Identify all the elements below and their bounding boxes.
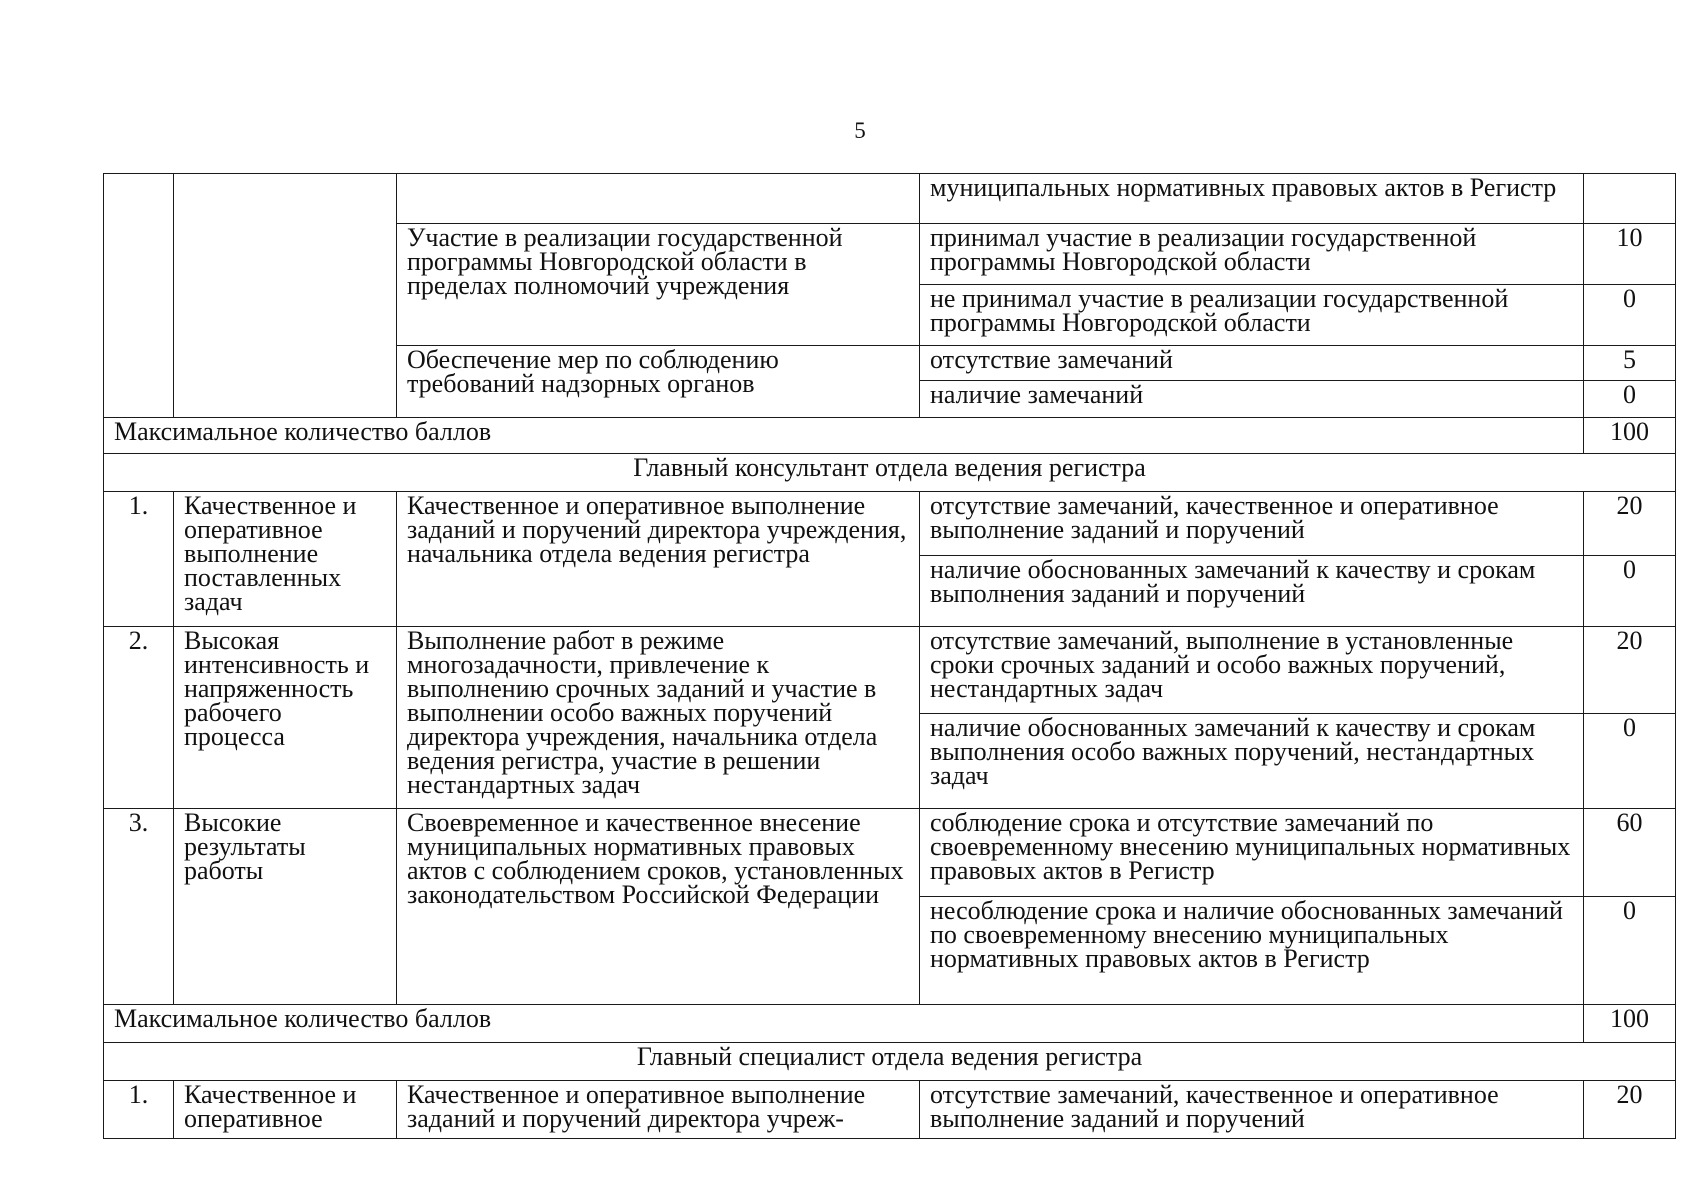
indicator-cell [397,174,920,224]
num-cell: 2. [104,627,174,809]
section-header-row [104,454,1676,492]
indicator-cell: Участие в реализации государственной программы Новгородской области в пределах полномочий учреждения [397,224,920,346]
points-cell: 20 [1584,492,1676,556]
condition-cell: отсутствие замечаний, выполнение в установленные сроки срочных заданий и особо важных поручений, нестандартных задач [920,627,1584,714]
criterion-cell: Высокие результаты работы [174,809,397,1005]
total-value: 100 [1584,1005,1676,1043]
condition-cell: отсутствие замечаний, качественное и оперативное выполнение заданий и поручений [920,492,1584,556]
points-cell: 5 [1584,346,1676,381]
table-row [104,492,1676,556]
scoring-table [103,173,1676,1139]
num-cell: 1. [104,1081,174,1139]
points-cell: 0 [1584,381,1676,418]
table-row [104,174,1676,224]
section-header-row [104,1043,1676,1081]
criterion-cell: Высокая интенсивность и напряженность рабочего процесса [174,627,397,809]
points-cell: 20 [1584,627,1676,714]
condition-cell: отсутствие замечаний [920,346,1584,381]
points-cell: 20 [1584,1081,1676,1139]
table-row [104,809,1676,897]
condition-cell: муниципальных нормативных правовых актов в Регистр [920,174,1584,224]
total-row [104,1005,1676,1043]
condition-cell: наличие замечаний [920,381,1584,418]
condition-cell: наличие обоснованных замечаний к качеству и срокам выполнения особо важных поручений, нестандартных задач [920,714,1584,809]
indicator-cell: Качественное и оперативное выполнение заданий и поручений директора учреж- [397,1081,920,1139]
num-cell [104,174,174,418]
condition-cell: не принимал участие в реализации государственной программы Новгородской области [920,285,1584,346]
points-cell: 0 [1584,556,1676,627]
condition-cell: принимал участие в реализации государственной программы Новгородской области [920,224,1584,285]
page-number: 5 [854,118,866,143]
indicator-cell: Качественное и оперативное выполнение заданий и поручений директора учреждения, начальника отдела ведения регистра [397,492,920,627]
total-row [104,418,1676,454]
condition-cell: отсутствие замечаний, качественное и оперативное выполнение заданий и поручений [920,1081,1584,1139]
points-cell: 60 [1584,809,1676,897]
points-cell: 0 [1584,285,1676,346]
indicator-cell: Выполнение работ в режиме многозадачности, привлечение к выполнению срочных заданий и участие в выполнении особо важных поручений директора учреждения, начальника отдела ведения регистра, участие в решении нестандартных задач [397,627,920,809]
indicator-cell: Своевременное и качественное внесение муниципальных нормативных правовых актов с соблюдением сроков, установленных законодательством Российской Федерации [397,809,920,1005]
num-cell: 1. [104,492,174,627]
num-cell: 3. [104,809,174,1005]
criterion-cell [174,174,397,418]
total-label: Максимальное количество баллов [104,1005,1584,1043]
section-title: Главный специалист отдела ведения регистра [104,1043,1676,1081]
indicator-cell: Обеспечение мер по соблюдению требований надзорных органов [397,346,920,418]
table-row [104,1081,1676,1139]
points-cell: 0 [1584,714,1676,809]
criterion-cell: Качественное и оперативное выполнение поставленных задач [174,492,397,627]
section-title: Главный консультант отдела ведения регистра [104,454,1676,492]
points-cell [1584,174,1676,224]
condition-cell: несоблюдение срока и наличие обоснованных замечаний по своевременному внесению муниципальных нормативных правовых актов в Регистр [920,897,1584,1005]
points-cell: 0 [1584,897,1676,1005]
criterion-cell: Качественное и оперативное [174,1081,397,1139]
total-value: 100 [1584,418,1676,454]
condition-cell: наличие обоснованных замечаний к качеству и срокам выполнения заданий и поручений [920,556,1584,627]
total-label: Максимальное количество баллов [104,418,1584,454]
points-cell: 10 [1584,224,1676,285]
table-row [104,627,1676,714]
condition-cell: соблюдение срока и отсутствие замечаний по своевременному внесению муниципальных нормативных правовых актов в Регистр [920,809,1584,897]
